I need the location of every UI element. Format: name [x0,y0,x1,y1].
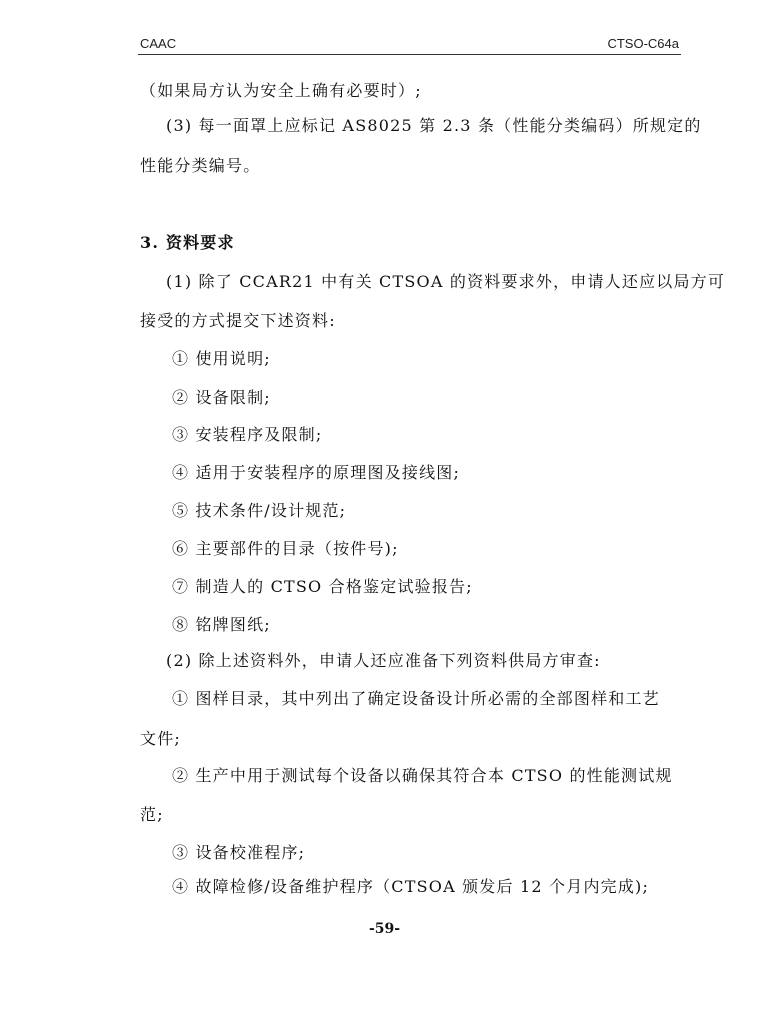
page-number: -59- [368,921,401,937]
text-line: 范; [140,805,164,824]
header-rule [138,54,681,55]
text-line: ③ 设备校准程序; [172,843,306,862]
text-line: ⑦ 制造人的 CTSO 合格鉴定试验报告; [172,577,473,596]
text-line: (3) 每一面罩上应标记 AS8025 第 2.3 条（性能分类编码）所规定的 [166,116,702,135]
text-line: ⑧ 铭牌图纸; [172,615,271,634]
text-line: ⑥ 主要部件的目录（按件号); [172,539,399,558]
text-line: ② 生产中用于测试每个设备以确保其符合本 CTSO 的性能测试规 [172,766,673,785]
text-line: 性能分类编号。 [140,156,261,175]
text-line: ① 使用说明; [172,349,271,368]
text-line: 接受的方式提交下述资料: [140,311,336,330]
text-line: （如果局方认为安全上确有必要时）; [140,81,422,100]
text-line: 文件; [140,729,181,748]
text-line: ③ 安装程序及限制; [172,425,323,444]
text-line: ① 图样目录，其中列出了确定设备设计所必需的全部图样和工艺 [172,689,660,708]
text-line: ⑤ 技术条件/设计规范; [172,501,347,520]
header-org: CAAC [140,36,177,51]
header-doc-id: CTSO-C64a [607,36,679,51]
text-line: (1) 除了 CCAR21 中有关 CTSOA 的资料要求外，申请人还应以局方可 [166,272,726,291]
text-line: ④ 故障检修/设备维护程序（CTSOA 颁发后 12 个月内完成); [172,877,650,896]
section-heading: 3. 资料要求 [140,233,235,252]
text-line: ④ 适用于安装程序的原理图及接线图; [172,463,461,482]
text-line: ② 设备限制; [172,388,271,407]
text-line: (2) 除上述资料外，申请人还应准备下列资料供局方审查: [166,651,601,670]
